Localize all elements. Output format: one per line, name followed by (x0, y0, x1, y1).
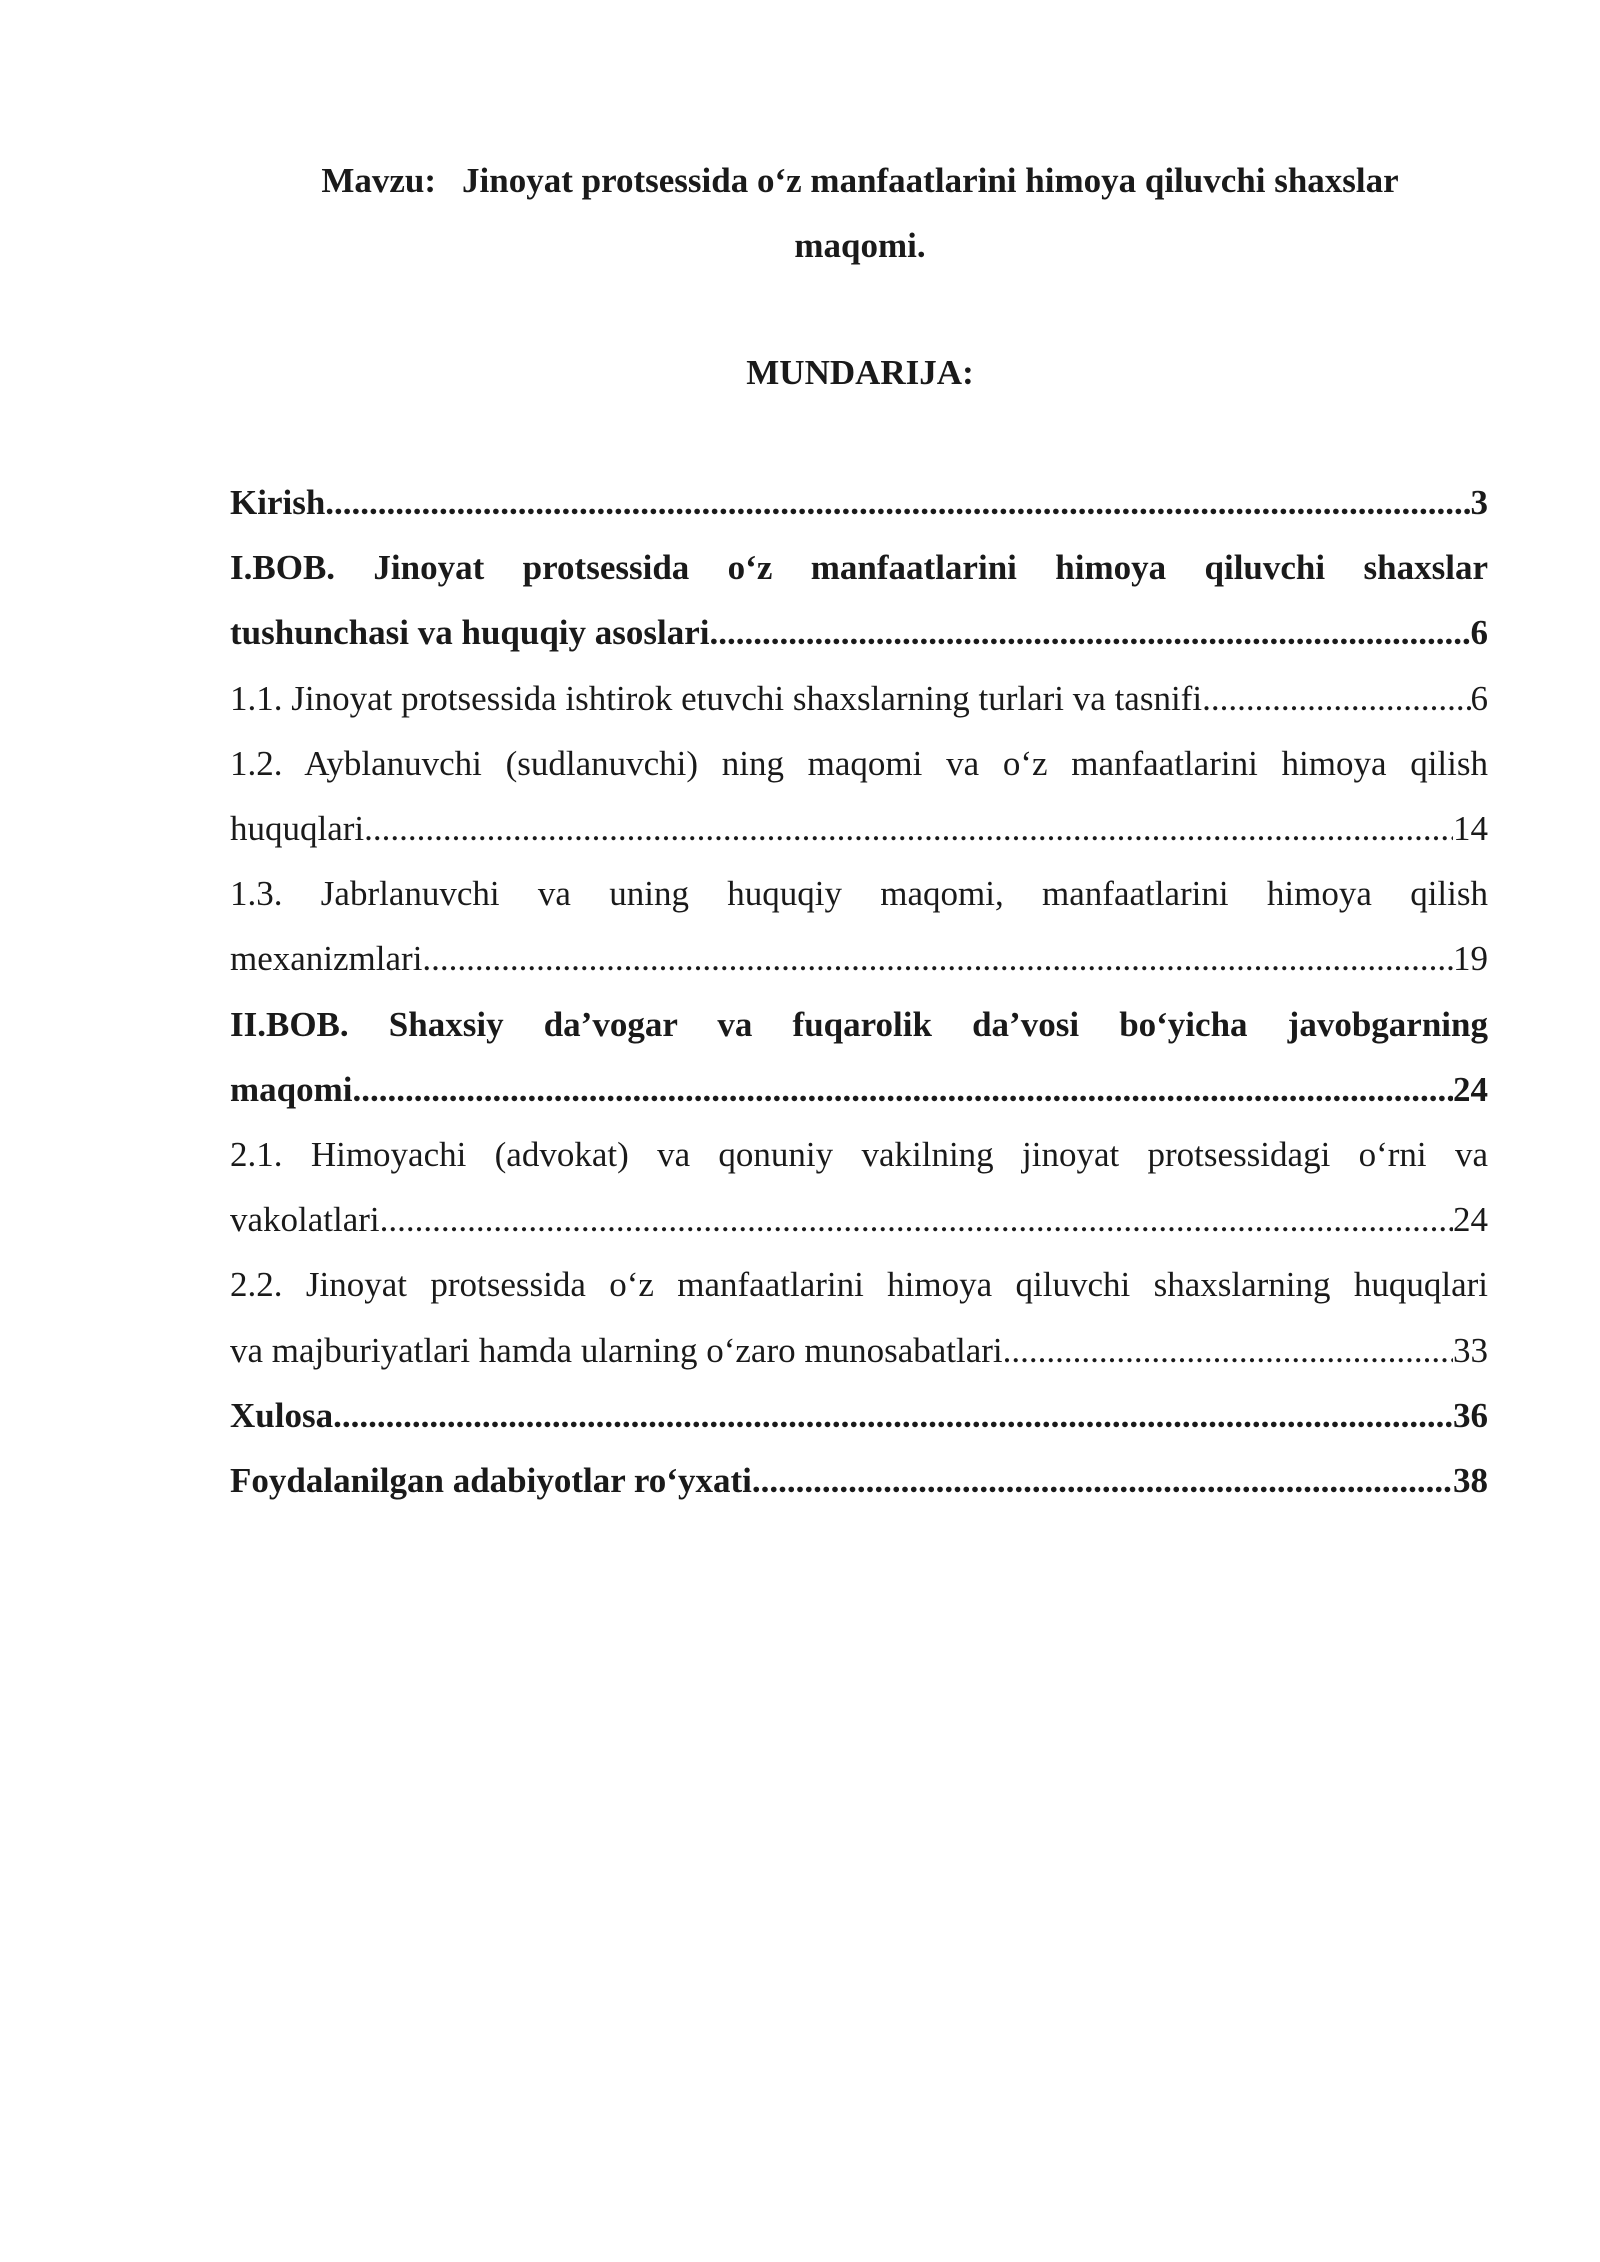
toc-entry (230, 1122, 1488, 1252)
toc-page-number: 36 (1453, 1395, 1488, 1435)
toc-page-number: 38 (1453, 1461, 1488, 1501)
dot-leader (353, 1057, 1454, 1122)
toc-entry-title: va majburiyatlari hamda ularning o‘zaro munosabatlari (230, 1330, 1003, 1370)
topic-title (230, 148, 1490, 278)
toc-entry-title: Xulosa (230, 1395, 334, 1435)
toc-page-number: 19 (1453, 939, 1488, 979)
toc-entry-leader-line (230, 926, 1488, 991)
toc-entry-leader-line (230, 1057, 1488, 1122)
toc-entry (230, 1252, 1488, 1382)
toc-entry (230, 861, 1488, 991)
toc-page-number: 33 (1453, 1330, 1488, 1370)
toc-entry-leader-line (230, 1187, 1488, 1252)
toc-entry-leader-line (230, 796, 1488, 861)
toc-page-number: 6 (1470, 678, 1488, 718)
toc-entry-leader-line (230, 666, 1488, 731)
toc-entry (230, 535, 1488, 665)
dot-leader (752, 1448, 1453, 1513)
toc-page-number: 3 (1470, 483, 1488, 522)
toc-entry-title: huquqlari (230, 809, 365, 849)
dot-leader (422, 926, 1453, 991)
topic-title-line-1 (230, 148, 1490, 213)
table-of-contents (230, 470, 1488, 1513)
toc-entry-line: I.BOB. Jinoyat protsessida o‘z manfaatlarini himoya qiluvchi shaxslar (230, 548, 1488, 588)
dot-leader (333, 1383, 1453, 1448)
toc-entry-title: mexanizmlari (230, 939, 423, 979)
toc-entry (230, 1448, 1488, 1513)
topic-title-line-2: maqomi. (794, 226, 926, 265)
toc-entry-line: 1.2. Ayblanuvchi (sudlanuvchi) ning maqomi va o‘z manfaatlarini himoya qilish (230, 743, 1488, 783)
toc-entry (230, 470, 1488, 535)
toc-entry-leader-line (230, 470, 1488, 535)
toc-entry-title: tushunchasi va huquqiy asoslari (230, 613, 710, 653)
toc-page-number: 6 (1470, 613, 1488, 653)
toc-entry-leader-line (230, 1318, 1488, 1383)
toc-entry-line: II.BOB. Shaxsiy da’vogar va fuqarolik da’vosi bo‘yicha javobgarning (230, 1004, 1488, 1044)
dot-leader (1003, 1318, 1453, 1383)
toc-entry-title: Foydalanilgan adabiyotlar ro‘yxati (230, 1461, 752, 1501)
toc-entry-title: Kirish (230, 483, 326, 522)
dot-leader (1202, 666, 1470, 731)
toc-entry-title: 1.1. Jinoyat protsessida ishtirok etuvchi shaxslarning turlari va tasnifi (230, 678, 1203, 718)
toc-entry (230, 1383, 1488, 1448)
toc-entry-leader-line (230, 1448, 1488, 1513)
topic-title-text: Jinoyat protsessida o‘z manfaatlarini himoya qiluvchi shaxslar (462, 161, 1399, 200)
toc-page-number: 24 (1453, 1069, 1488, 1109)
toc-entry-leader-line (230, 1383, 1488, 1448)
toc-entry (230, 666, 1488, 731)
toc-entry-title: vakolatlari (230, 1200, 380, 1240)
dot-leader (380, 1187, 1453, 1252)
dot-leader (364, 796, 1453, 861)
toc-entry (230, 992, 1488, 1122)
toc-heading: MUNDARIJA: (746, 353, 974, 392)
toc-page-number: 14 (1453, 809, 1488, 849)
toc-entry-line: 1.3. Jabrlanuvchi va uning huquqiy maqomi, manfaatlarini himoya qilish (230, 874, 1488, 914)
topic-label: Mavzu: (321, 161, 437, 200)
toc-entry-line: 2.2. Jinoyat protsessida o‘z manfaatlarini himoya qiluvchi shaxslarning huquqlari (230, 1265, 1488, 1305)
dot-leader (710, 600, 1471, 665)
toc-entry-title: maqomi (230, 1069, 353, 1109)
toc-entry (230, 731, 1488, 861)
toc-entry-line: 2.1. Himoyachi (advokat) va qonuniy vakilning jinoyat protsessidagi o‘rni va (230, 1135, 1488, 1175)
dot-leader (325, 470, 1470, 535)
toc-entry-leader-line (230, 600, 1488, 665)
toc-page-number: 24 (1453, 1200, 1488, 1240)
